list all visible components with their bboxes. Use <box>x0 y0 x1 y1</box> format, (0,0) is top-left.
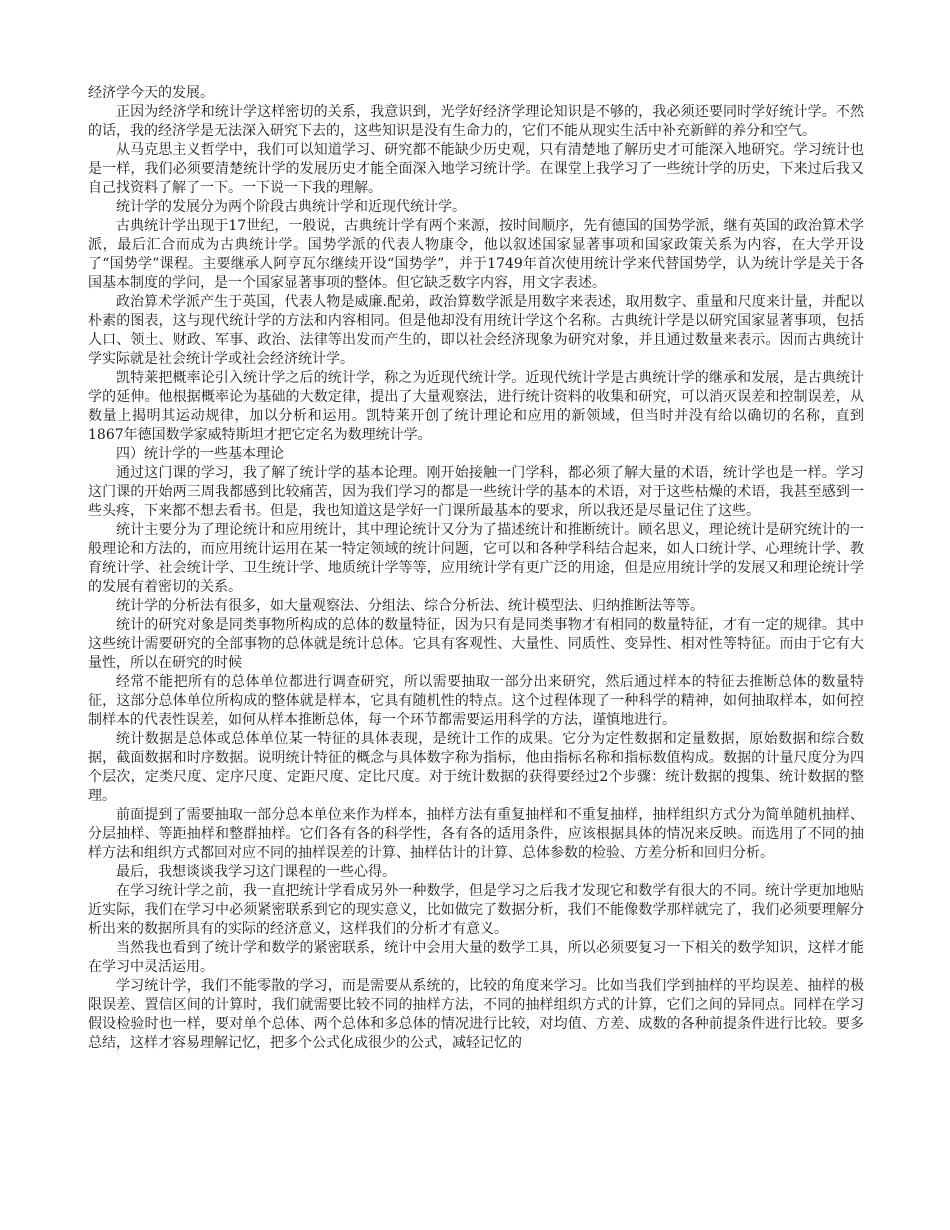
paragraph-9: 通过这门课的学习，我了解了统计学的基本论理。刚开始接触一门学科，都必须了解大量的术语，统计学也是一样。学习这门课的开始两三周我都感到比较痛苦，因为我们学习的都是一些统计学的基本的术语，对于这些枯燥的术语，我甚至感到一些头疼，下来都不想去看书。但是，我也知道这是学好一门课所最基本的要求，所以我还是尽量记住了这些。 <box>88 465 864 519</box>
paragraph-7: 凯特莱把概率论引入统计学之后的统计学，称之为近现代统计学。近现代统计学是古典统计学的继承和发展，是古典统计学的延伸。他根据概率论为基础的大数定律，提出了大量观察法，进行统计资料的收集和研究，可以消灭误差和控制误差，从数量上揭明其运动规律，加以分析和运用。凯特莱开创了统计理论和应用的新领域，但当时并没有给以确切的名称，直到1867年德国数学家威特斯坦才把它定名为数理统计学。 <box>88 370 864 443</box>
paragraph-17: 在学习统计学之前，我一直把统计学看成另外一种数学，但是学习之后我才发现它和数学有很大的不同。统计学更加地贴近实际，我们在学习中必须紧密联系到它的现实意义，比如做完了数据分析，我们不能像数学那样就完了，我们必须要理解分析出来的数据所具有的实际的经济意义，这样我们的分析才有意义。 <box>88 883 864 937</box>
paragraph-13: 经常不能把所有的总体单位都进行调查研究，所以需要抽取一部分出来研究，然后通过样本的特征去推断总体的数量特征，这部分总体单位所构成的整体就是样本，它具有随机性的特点。这个过程体现了一种科学的精神，如何抽取样本，如何控制样本的代表性误差，如何从样本推断总体，每一个环节都需要运用科学的方法，谨慎地进行。 <box>88 674 864 728</box>
paragraph-14: 统计数据是总体或总体单位某一特征的具体表现，是统计工作的成果。它分为定性数据和定量数据，原始数据和综合数据，截面数据和时序数据。说明统计特征的概念与具体数字称为指标，他由指标名称和指标数值构成。数据的计量尺度分为四个层次，定类尺度、定序尺度、定距尺度、定比尺度。对于统计数据的获得要经过2个步骤：统计数据的搜集、统计数据的整理。 <box>88 731 864 804</box>
paragraph-19: 学习统计学，我们不能零散的学习，而是需要从系统的，比较的角度来学习。比如当我们学到抽样的平均误差、抽样的极限误差、置信区间的计算时，我们就需要比较不同的抽样方法，不同的抽样组织方式的计算，它们之间的异同点。同样在学习假设检验时也一样，要对单个总体、两个总体和多总体的情况进行比较，对均值、方差、成数的各种前提条件进行比较。要多总结，这样才容易理解记忆，把多个公式化成很少的公式，减轻记忆的 <box>88 978 864 1051</box>
document-page <box>88 84 864 1053</box>
paragraph-2: 正因为经济学和统计学这样密切的关系，我意识到，光学好经济学理论知识是不够的，我必须还要同时学好统计学。不然的话，我的经济学是无法深入研究下去的，这些知识是没有生命力的，它们不能从现实生活中补充新鲜的养分和空气。 <box>88 104 864 139</box>
paragraph-1: 经济学今天的发展。 <box>88 85 214 101</box>
paragraph-4: 统计学的发展分为两个阶段古典统计学和近现代统计学。 <box>116 199 466 215</box>
paragraph-12: 统计的研究对象是同类事物所构成的总体的数量特征，因为只有是同类事物才有相同的数量特征，才有一定的规律。其中这些统计需要研究的全部事物的总体就是统计总体。它具有客观性、大量性、同质性、变异性、相对性等特征。而由于它有大量性，所以在研究的时候 <box>88 617 864 671</box>
paragraph-18: 当然我也看到了统计学和数学的紧密联系，统计中会用大量的数学工具，所以必须要复习一下相关的数学知识，这样才能在学习中灵活运用。 <box>88 940 864 975</box>
paragraph-3: 从马克思主义哲学中，我们可以知道学习、研究都不能缺少历史观，只有清楚地了解历史才可能深入地研究。学习统计也是一样，我们必须要清楚统计学的发展历史才能全面深入地学习统计学。在课堂上我学习了一些统计学的历史，下来过后我又自己找资料了解了一下。一下说一下我的理解。 <box>88 142 864 196</box>
paragraph-15: 前面提到了需要抽取一部分总本单位来作为样本，抽样方法有重复抽样和不重复抽样，抽样组织方式分为简单随机抽样、分层抽样、等距抽样和整群抽样。它们各有各的科学性，各有各的适用条件，应该根据具体的情况来反映。而选用了不同的抽样方法和组织方式都回对应不同的抽样误差的计算、抽样估计的计算、总体参数的检验、方差分析和回归分析。 <box>88 807 864 861</box>
paragraph-16: 最后，我想谈谈我学习这门课程的一些心得。 <box>116 864 396 880</box>
paragraph-10: 统计主要分为了理论统计和应用统计，其中理论统计又分为了描述统计和推断统计。顾名思义，理论统计是研究统计的一般理论和方法的，而应用统计运用在某一特定领域的统计问题，它可以和各种学科结合起来，如人口统计学、心理统计学、教育统计学、社会统计学、卫生统计学、地质统计学等等，应用统计学有更广泛的用途，但是应用统计学的发展又和理论统计学的发展有着密切的关系。 <box>88 522 864 595</box>
paragraph-6: 政治算术学派产生于英国，代表人物是威廉.配弟，政治算数学派是用数字来表述，取用数字、重量和尺度来计量，并配以朴素的图表，这与现代统计学的方法和内容相同。但是他却没有用统计学这个名称。古典统计学是以研究国家显著事项，包括人口、领土、财政、军事、政治、法律等出发而产生的，即以社会经济现象为研究对象，并且通过数量来表示。因而古典统计学实际就是社会统计学或社会经济统计学。 <box>88 294 864 367</box>
paragraph-5: 古典统计学出现于17世纪，一般说，古典统计学有两个来源，按时间顺序，先有德国的国势学派，继有英国的政治算术学派，最后汇合而成为古典统计学。国势学派的代表人物康令，他以叙述国家显著事项和国家政策关系为内容，在大学开设了“国势学”课程。主要继承人阿亨瓦尔继续开设“国势学”，并于1749年首次使用统计学来代替国势学，认为统计学是关于各国基本制度的学问，是一个国家显著事项的整体。但它缺乏数字内容，用文字表述。 <box>88 218 864 291</box>
paragraph-8: 四）统计学的一些基本理论 <box>116 446 284 462</box>
paragraph-11: 统计学的分析法有很多，如大量观察法、分组法、综合分析法、统计模型法、归纳推断法等等。 <box>116 598 704 614</box>
